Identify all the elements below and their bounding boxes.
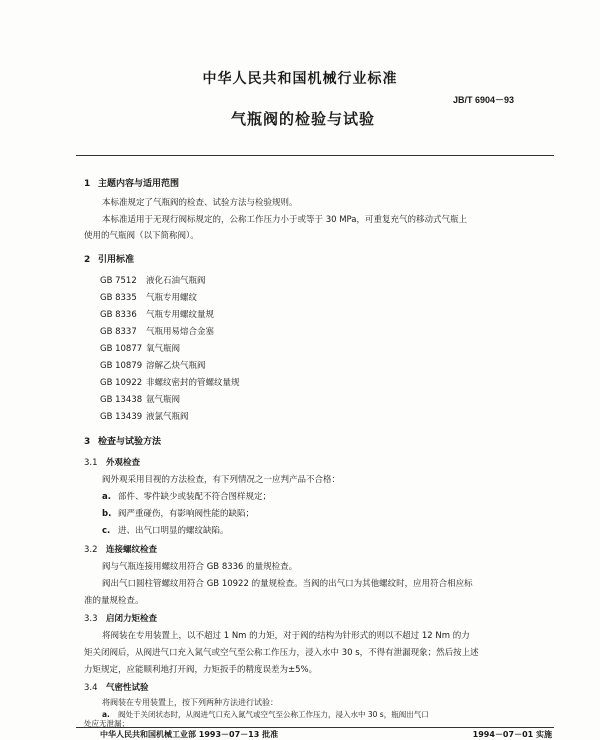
standard-title: 中华人民共和国机械行业标准 bbox=[202, 71, 398, 87]
subsection-3-2-line-3: 准的量规检查。 bbox=[84, 596, 144, 606]
reference-item bbox=[100, 359, 206, 371]
section-1-para-2-line-1: 本标准适用于无现行阀标规定的，公称工作压力小于或等于 30 MPa，可重复充气的移动式气瓶上 bbox=[102, 215, 468, 225]
reference-item bbox=[100, 376, 240, 388]
list-item-text-line-2: 处应无泄漏； bbox=[84, 719, 129, 728]
subsection-3-3-line-2: 矩关闭阀后，从阀进气口充入氮气或空气至公称工作压力，浸入水中 30 s，不得有泄漏现象；然后按上述 bbox=[84, 648, 479, 658]
reference-code: GB 8336 bbox=[100, 310, 137, 320]
reference-code: GB 13439 bbox=[100, 412, 143, 422]
subsection-3-3-heading bbox=[84, 612, 157, 624]
approval-line: 中华人民共和国机械工业部 1993－07－13 批准 bbox=[100, 730, 279, 739]
section-3-heading bbox=[84, 434, 161, 447]
reference-name: 氧气瓶阀 bbox=[146, 344, 181, 354]
list-item-mark: c. bbox=[102, 526, 111, 536]
list-item bbox=[102, 524, 229, 536]
subsection-3-3-number: 3.3 bbox=[84, 614, 98, 624]
list-item bbox=[102, 507, 254, 519]
section-1-para-1: 本标准规定了气瓶阀的检查、试验方法与检验规则。 bbox=[102, 198, 298, 208]
list-item-text: 进、出气口明显的螺纹缺陷。 bbox=[118, 526, 229, 536]
list-item-mark: a. bbox=[102, 492, 111, 502]
subsection-3-4-heading bbox=[84, 681, 149, 693]
section-1-para-2-line-2: 使用的气瓶阀（以下简称阀）。 bbox=[84, 231, 199, 241]
list-item-mark: a. bbox=[102, 710, 110, 719]
subsection-3-1-intro: 阀外观采用目视的方法检查，有下列情况之一应判产品不合格： bbox=[102, 475, 341, 485]
section-1-title: 主题内容与适用范围 bbox=[98, 179, 180, 189]
subsection-3-3-line-3: 力矩规定，应能顺利地打开阀，力矩扳手的精度误差为±5%。 bbox=[84, 665, 318, 675]
subsection-3-1-number: 3.1 bbox=[84, 458, 98, 468]
subsection-3-3-line-1: 将阀装在专用装置上，以不超过 1 Nm 的力矩，对于阀的结构为针形式的则以不超过 12 Nm 的力 bbox=[102, 631, 470, 641]
list-item bbox=[102, 709, 429, 720]
reference-item bbox=[100, 410, 189, 422]
document-title: 气瓶阀的检验与试验 bbox=[230, 110, 375, 128]
reference-item bbox=[100, 308, 214, 320]
subsection-3-2-title: 连接螺纹检查 bbox=[106, 545, 158, 555]
subsection-3-4-intro: 将阀装在专用装置上，按下列两种方法进行试验： bbox=[102, 698, 278, 707]
reference-name: 溶解乙炔气瓶阀 bbox=[146, 361, 206, 371]
reference-code: GB 8337 bbox=[100, 327, 137, 337]
subsection-3-1-title: 外观检查 bbox=[106, 458, 141, 468]
reference-name: 气瓶专用螺纹量规 bbox=[146, 310, 215, 320]
reference-name: 非螺纹密封的管螺纹量规 bbox=[146, 378, 240, 388]
reference-name: 氩气瓶阀 bbox=[146, 395, 181, 405]
reference-name: 气瓶用易熔合金塞 bbox=[146, 327, 215, 337]
list-item-text-line-1: 阀处于关闭状态时，从阀进气口充入氮气或空气至公称工作压力，浸入水中 30 s，瓶阀出气口 bbox=[118, 710, 429, 719]
subsection-3-2-line-2: 阀出气口圆柱管螺纹用符合 GB 10922 的量规检查。当阀的出气口为其他螺纹时，应用符合相应标 bbox=[102, 579, 473, 589]
reference-code: GB 10877 bbox=[100, 344, 143, 354]
section-2-title: 引用标准 bbox=[98, 255, 135, 265]
section-2-heading bbox=[84, 252, 134, 265]
section-1-number: 1 bbox=[84, 179, 91, 189]
reference-item bbox=[100, 291, 197, 303]
reference-item bbox=[100, 342, 180, 354]
subsection-3-4-title: 气密性试验 bbox=[106, 683, 149, 693]
subsection-3-2-number: 3.2 bbox=[84, 545, 98, 555]
reference-item bbox=[100, 274, 206, 286]
list-item-mark: b. bbox=[102, 509, 112, 519]
reference-name: 液化石油气瓶阀 bbox=[146, 276, 206, 286]
list-item bbox=[102, 490, 271, 502]
subsection-3-1-heading bbox=[84, 456, 140, 468]
effective-date: 1994－07－01 实施 bbox=[472, 730, 552, 739]
reference-code: GB 8335 bbox=[100, 293, 137, 303]
subsection-3-4-number: 3.4 bbox=[84, 683, 98, 693]
reference-name: 液氯气瓶阀 bbox=[146, 412, 189, 422]
footer-divider bbox=[76, 727, 554, 728]
subsection-3-2-heading bbox=[84, 543, 157, 555]
reference-code: GB 10879 bbox=[100, 361, 143, 371]
section-2-number: 2 bbox=[84, 255, 91, 265]
section-3-number: 3 bbox=[84, 437, 91, 447]
list-item-text: 阀严重碰伤，有影响阀性能的缺陷； bbox=[118, 509, 255, 519]
reference-name: 气瓶专用螺纹 bbox=[146, 293, 198, 303]
reference-code: GB 10922 bbox=[100, 378, 143, 388]
section-1-heading bbox=[84, 176, 179, 189]
reference-code: GB 7512 bbox=[100, 276, 137, 286]
list-item-text: 部件、零件缺少或装配不符合图样规定； bbox=[118, 492, 272, 502]
subsection-3-2-line-1: 阀与气瓶连接用螺纹用符合 GB 8336 的量规检查。 bbox=[102, 562, 298, 572]
subsection-3-3-title: 启闭力矩检查 bbox=[106, 614, 158, 624]
standard-code: JB/T 6904－93 bbox=[452, 95, 514, 105]
header-divider bbox=[76, 155, 554, 156]
reference-item bbox=[100, 393, 180, 405]
reference-code: GB 13438 bbox=[100, 395, 143, 405]
reference-item bbox=[100, 325, 214, 337]
section-3-title: 检查与试验方法 bbox=[98, 437, 162, 447]
